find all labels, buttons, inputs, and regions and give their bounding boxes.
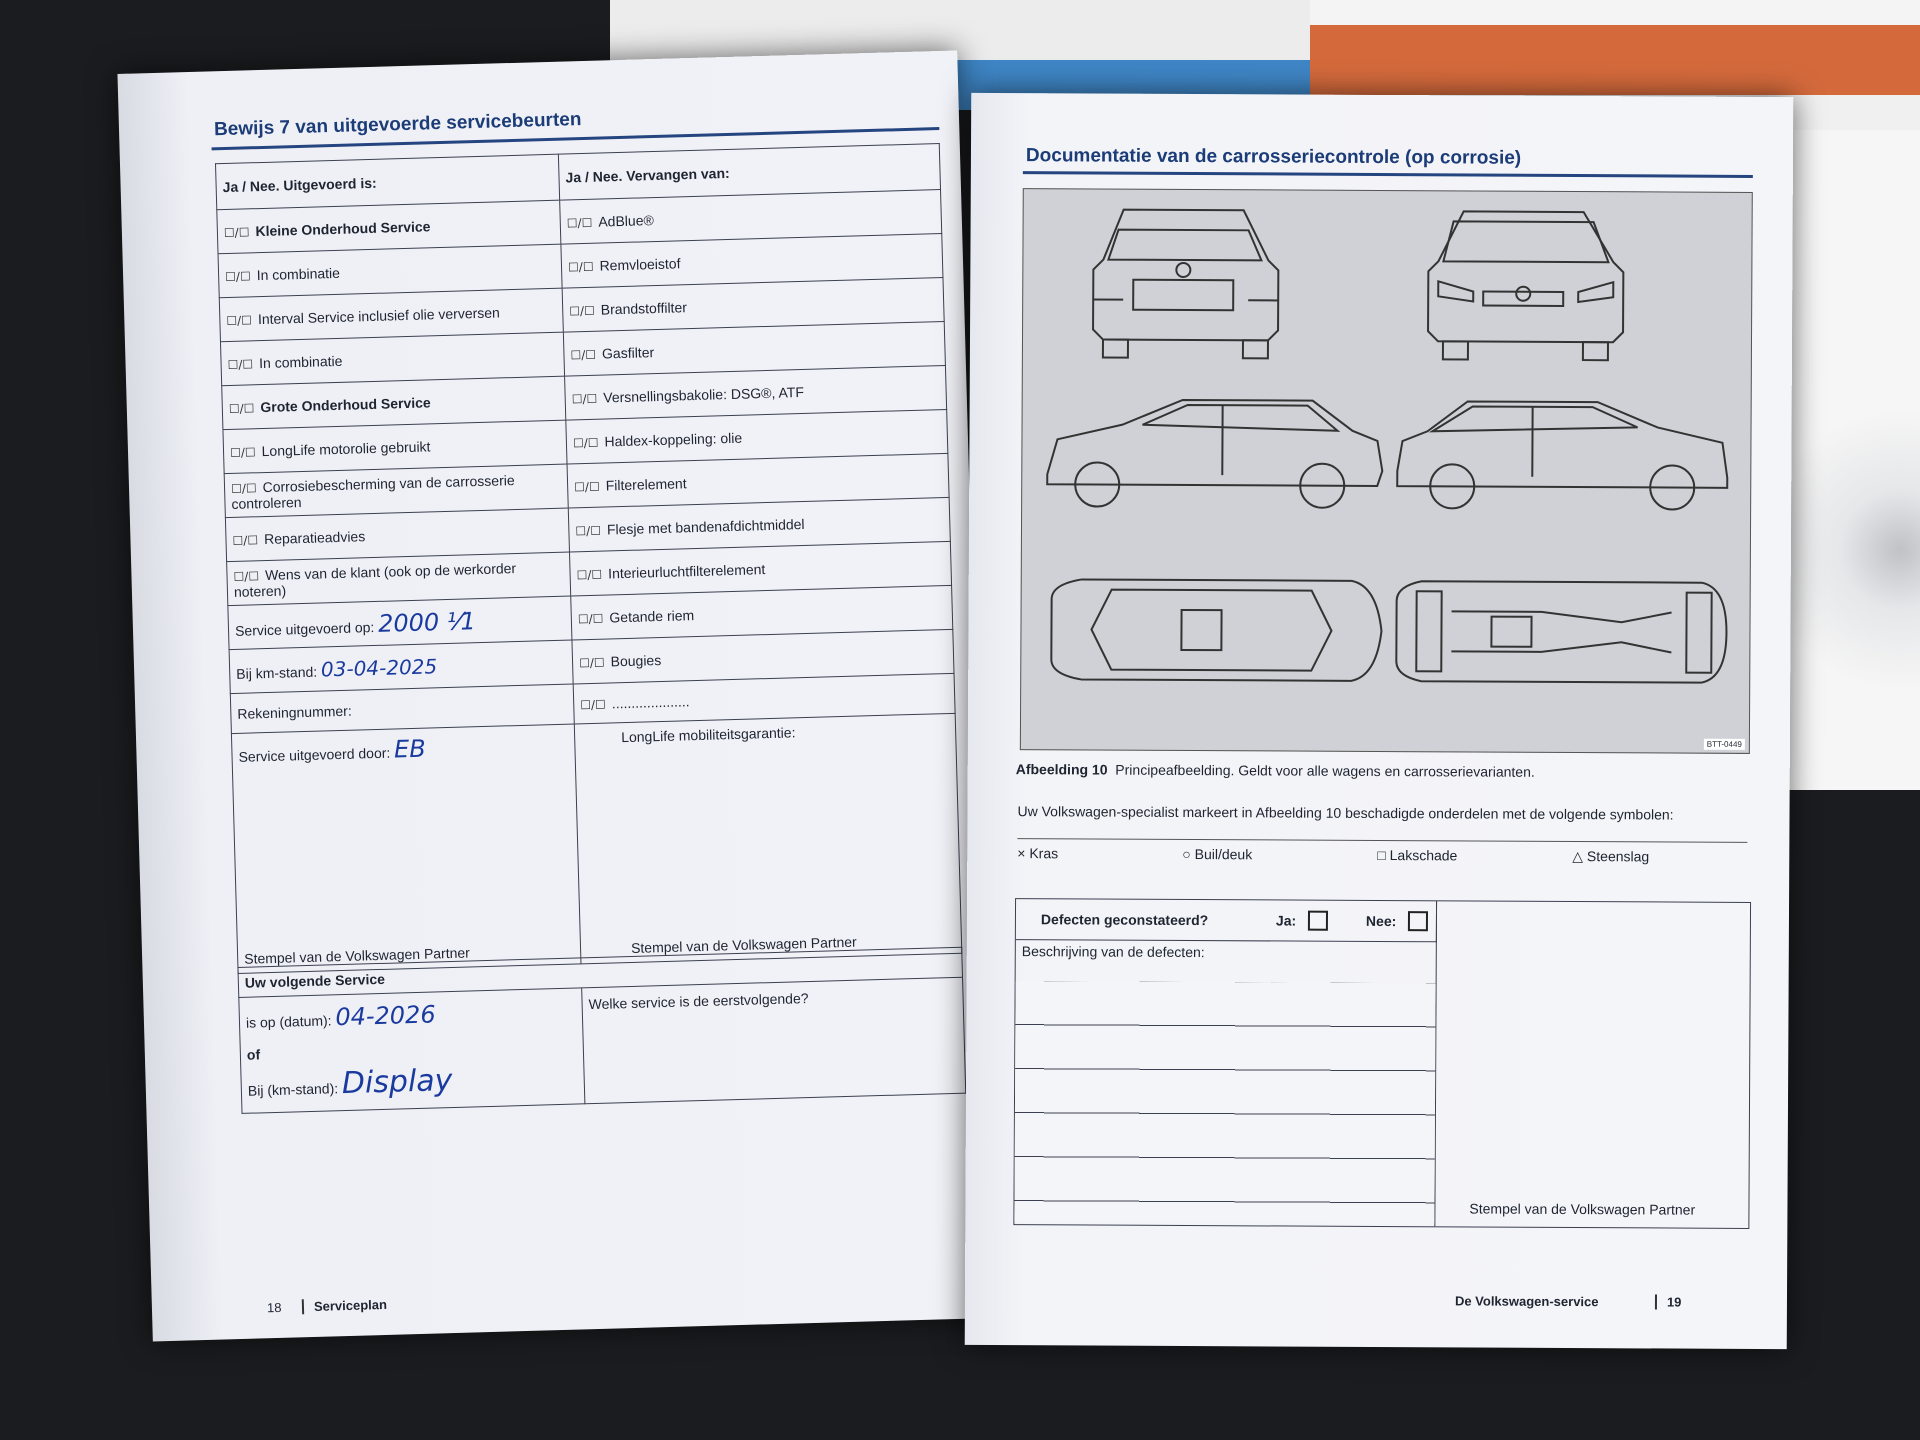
which-service-field[interactable]: Welke service is de eerstvolgende? [582, 977, 966, 1104]
symbol-dent: ○ Buil/deuk [1182, 845, 1253, 863]
description-lines[interactable] [1014, 981, 1435, 1223]
service-item-3[interactable]: ☐/☐ In combinatie [220, 332, 564, 386]
service-item-0[interactable]: ☐/☐ Kleine Onderhoud Service [217, 200, 561, 254]
service-item-6[interactable]: ☐/☐ Corrosiebescherming van de carrosserie controleren [224, 464, 568, 518]
symbol-scratch: × Kras [1017, 845, 1059, 862]
next-date-value: 04-2026 [334, 1000, 437, 1032]
replace-item-10[interactable]: ☐/☐ Bougies [572, 629, 954, 684]
car-side-view-right-icon [1397, 401, 1728, 510]
checkbox-icon: ☐/☐ [223, 224, 250, 240]
figure-caption: Afbeelding 10 Principeafbeelding. Geldt voor alle wagens en carrosserievarianten. [1015, 761, 1535, 780]
col-right-header: Ja / Nee. Vervangen van: [558, 144, 940, 201]
left-page-title: Bewijs 7 van uitgevoerde servicebeurten [213, 109, 582, 141]
car-diagram-figure [1020, 188, 1753, 754]
background-booklet-white [1780, 130, 1920, 790]
km-value: 03-04-2025 [320, 653, 438, 682]
stamp-label-right: Stempel van de Volkswagen Partner [630, 933, 857, 956]
done-by-value: EB [393, 734, 427, 764]
replace-item-2[interactable]: ☐/☐ Brandstoffilter [562, 278, 944, 333]
defects-question-row: Defecten geconstateerd? Ja: Nee: [1016, 899, 1437, 942]
figure-code: BTT-0449 [1704, 739, 1745, 750]
description-label: Beschrijving van de defecten: [1021, 943, 1205, 961]
next-service-header: Uw volgende Service [238, 947, 963, 997]
service-date-value: 2000 ⅟1 [377, 606, 477, 638]
replace-item-7[interactable]: ☐/☐ Flesje met bandenafdichtmiddel [568, 497, 950, 552]
symbol-stone-chip: △ Steenslag [1572, 848, 1650, 865]
right-page [965, 93, 1794, 1349]
replace-item-3[interactable]: ☐/☐ Gasfilter [563, 321, 945, 376]
replace-item-9[interactable]: ☐/☐ Getande riem [571, 585, 953, 640]
right-page-title: Documentatie van de carrosseriecontrole (op corrosie) [1025, 145, 1522, 169]
longlife-field[interactable]: LongLife mobiliteitsgarantie: Stempel van de Volkswagen Partner [574, 713, 962, 964]
no-checkbox[interactable] [1408, 911, 1428, 931]
done-by-field[interactable]: Service uitgevoerd door: EB Stempel van de Volkswagen Partner [231, 724, 581, 973]
defects-box [1013, 898, 1751, 1229]
replace-item-4[interactable]: ☐/☐ Versnellingsbakolie: DSG®, ATF [565, 365, 947, 420]
title-rule [1023, 171, 1753, 178]
section-left: Serviceplan [302, 1297, 387, 1314]
service-table [215, 143, 962, 974]
service-item-2[interactable]: ☐/☐ Interval Service inclusief olie verversen [219, 288, 563, 342]
col-left-header: Ja / Nee. Uitgevoerd is: [216, 154, 560, 210]
car-diagram-svg [1021, 189, 1752, 753]
service-item-8[interactable]: ☐/☐ Wens van de klant (ook op de werkorder noteren) [227, 552, 571, 606]
replace-item-0[interactable]: ☐/☐ AdBlue® [560, 190, 942, 245]
stamp-label-defects: Stempel van de Volkswagen Partner [1469, 1200, 1696, 1218]
page-number-right: 19 [1655, 1294, 1682, 1309]
car-top-view-icon [1051, 579, 1382, 681]
symbol-paint-damage: □ Lakschade [1377, 846, 1458, 864]
invoice-field[interactable]: Rekeningnummer: [230, 684, 574, 734]
page-number-left: 18 [266, 1299, 282, 1316]
service-item-5[interactable]: ☐/☐ LongLife motorolie gebruikt [223, 420, 567, 474]
next-service-fields[interactable]: is op (datum): 04-2026 of Bij (km-stand): Display [239, 988, 585, 1114]
service-date-field[interactable]: Service uitgevoerd op: 2000 ⅟1 [228, 596, 572, 650]
replace-item-5[interactable]: ☐/☐ Haldex-koppeling: olie [566, 409, 948, 464]
symbols-legend [1017, 838, 1747, 865]
service-item-1[interactable]: ☐/☐ In combinatie [218, 244, 562, 298]
km-field[interactable]: Bij km-stand: 03-04-2025 [229, 640, 573, 694]
car-front-view-icon [1428, 211, 1624, 360]
car-underbody-view-icon [1396, 581, 1727, 683]
stamp-label-left: Stempel van de Volkswagen Partner [243, 944, 471, 967]
section-right: De Volkswagen-service [1454, 1293, 1599, 1310]
replace-item-8[interactable]: ☐/☐ Interieurluchtfilterelement [569, 541, 951, 596]
next-service-table [237, 947, 966, 1114]
left-page [117, 51, 992, 1342]
car-rear-view-icon [1093, 209, 1279, 358]
yes-checkbox[interactable] [1308, 911, 1328, 931]
service-item-4[interactable]: ☐/☐ Grote Onderhoud Service [222, 376, 566, 430]
symbols-paragraph: Uw Volkswagen-specialist markeert in Afbeelding 10 beschadigde onderdelen met de volgende symbolen: [1017, 803, 1674, 823]
replace-item-1[interactable]: ☐/☐ Remvloeistof [561, 234, 943, 289]
replace-item-11[interactable]: ☐/☐ .................... [573, 673, 955, 724]
replace-item-6[interactable]: ☐/☐ Filterelement [567, 453, 949, 508]
car-side-view-left-icon [1047, 399, 1383, 508]
next-km-value: Display [341, 1063, 453, 1102]
service-item-7[interactable]: ☐/☐ Reparatieadvies [225, 508, 569, 562]
